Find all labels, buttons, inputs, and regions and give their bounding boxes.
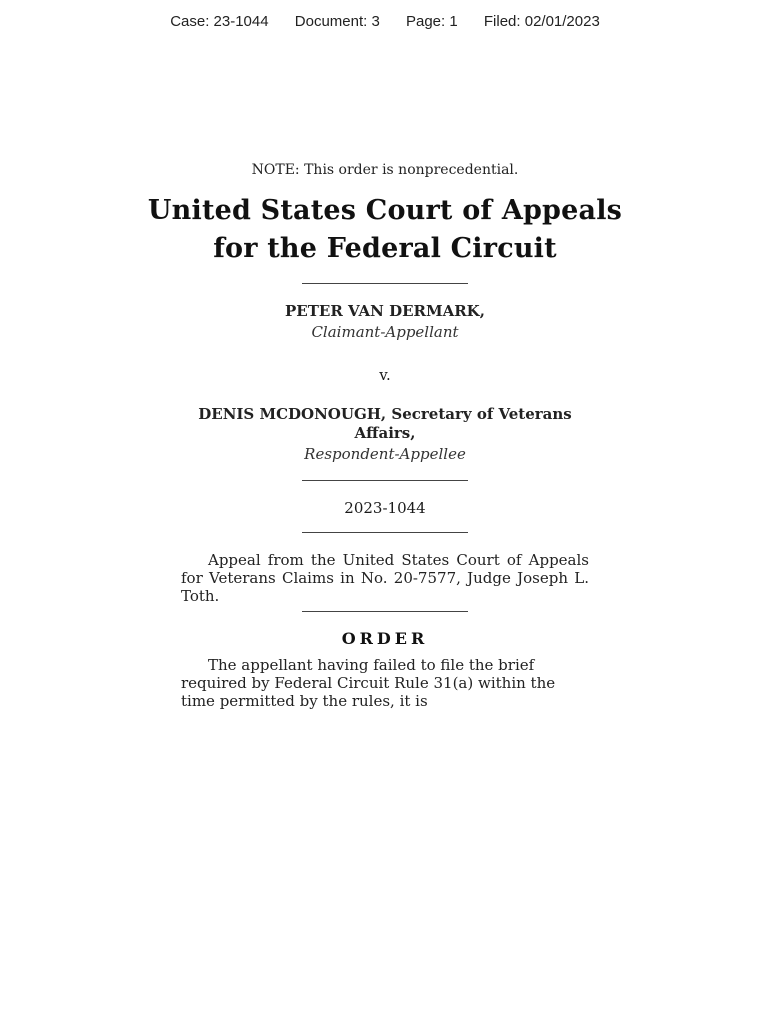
filed-date: Filed: 02/01/2023 <box>483 13 600 30</box>
appellee-name <box>0 405 770 443</box>
appellant-name: PETER VAN DERMARK, <box>285 302 485 320</box>
document-header <box>0 13 770 30</box>
versus-label: v. <box>379 366 391 384</box>
court-name <box>0 192 770 268</box>
divider-rule <box>302 611 468 612</box>
court-name-line-2: for the Federal Circuit <box>213 233 557 264</box>
court-name-line-1: United States Court of Appeals <box>147 195 623 226</box>
order-heading: ORDER <box>341 629 429 648</box>
divider-rule <box>302 283 468 284</box>
appeal-paragraph: Appeal from the United States Court of Appeals for Veterans Claims in No. 20-7577, Judge Joseph L. Toth. <box>181 551 589 605</box>
page-number: Page: 1 <box>405 13 458 30</box>
appellee-role: Respondent-Appellee <box>304 445 466 463</box>
order-paragraph: The appellant having failed to file the brief required by Federal Circuit Rule 31(a) within the time permitted by the rules, it is <box>181 656 556 710</box>
docket-number: 2023-1044 <box>344 499 426 517</box>
appellee-name-line-1: DENIS MCDONOUGH, Secretary of Veterans <box>198 405 572 423</box>
case-number: Case: 23-1044 <box>170 13 269 30</box>
document-number: Document: 3 <box>294 13 380 30</box>
appellant-role: Claimant-Appellant <box>311 323 459 341</box>
divider-rule <box>302 532 468 533</box>
divider-rule <box>302 480 468 481</box>
nonprecedential-note: NOTE: This order is nonprecedential. <box>251 162 519 178</box>
appellee-name-line-2: Affairs, <box>354 424 416 442</box>
